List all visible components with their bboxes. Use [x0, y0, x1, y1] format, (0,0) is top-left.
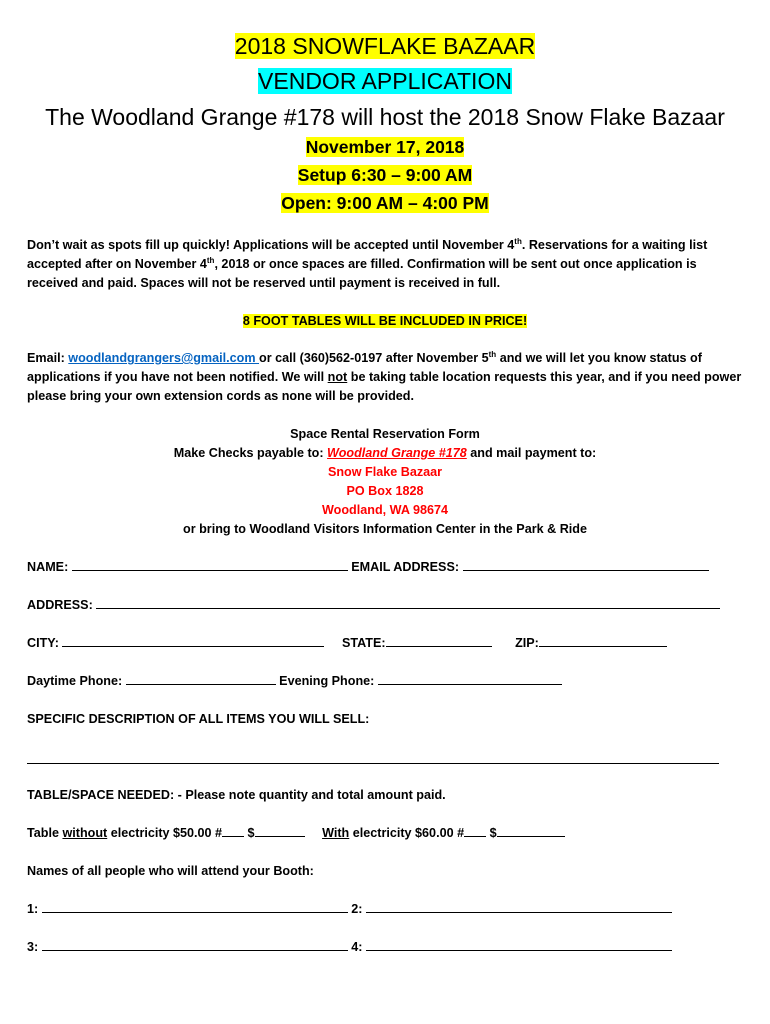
payee-name: Woodland Grange #178: [327, 446, 467, 460]
attendees-row-1: 1: 2:: [27, 900, 672, 918]
attendee-3-field[interactable]: [42, 938, 348, 951]
payable-line: Make Checks payable to: Woodland Grange #178 and mail payment to:: [173, 446, 597, 460]
table-needed-label: TABLE/SPACE NEEDED: - Please note quantity and total amount paid.: [27, 788, 446, 802]
address-field[interactable]: [96, 596, 720, 609]
mail-address-3: Woodland, WA 98674: [322, 503, 448, 517]
subtitle: The Woodland Grange #178 will host the 2018 Snow Flake Bazaar: [45, 104, 725, 130]
alternate-payment: or bring to Woodland Visitors Information Center in the Park & Ride: [183, 522, 587, 536]
without-quantity-field[interactable]: [222, 824, 244, 837]
payment-block: [0, 425, 770, 539]
address-row: ADDRESS:: [27, 596, 720, 614]
email-field[interactable]: [463, 558, 709, 571]
city-field[interactable]: [62, 634, 324, 647]
setup-time: Setup 6:30 – 9:00 AM: [297, 165, 473, 185]
table-options-row: Table without electricity $50.00 # $ With electricity $60.00 # $: [27, 824, 565, 842]
event-date: November 17, 2018: [305, 137, 465, 157]
title-line-1: [0, 30, 770, 62]
open-time-line: [0, 190, 770, 216]
without-amount-field[interactable]: [255, 824, 305, 837]
attendee-1-field[interactable]: [42, 900, 348, 913]
mail-address-1: Snow Flake Bazaar: [327, 465, 443, 479]
event-title: 2018 SNOWFLAKE BAZAAR: [234, 33, 536, 59]
application-title: VENDOR APPLICATION: [258, 68, 512, 94]
phone-row: Daytime Phone: Evening Phone:: [27, 672, 562, 690]
form-title: Space Rental Reservation Form: [290, 427, 480, 441]
evening-phone-field[interactable]: [378, 672, 562, 685]
tables-note: 8 FOOT TABLES WILL BE INCLUDED IN PRICE!: [242, 314, 528, 328]
with-amount-field[interactable]: [497, 824, 565, 837]
daytime-phone-field[interactable]: [126, 672, 276, 685]
attendees-label: Names of all people who will attend your Booth:: [27, 864, 314, 878]
name-email-row: NAME: EMAIL ADDRESS:: [27, 558, 709, 576]
open-time: Open: 9:00 AM – 4:00 PM: [281, 193, 489, 213]
name-field[interactable]: [72, 558, 348, 571]
contact-paragraph: Email: woodlandgrangers@gmail.com or call (360)562-0197 after November 5th and we will let you know status of applications if you have not been notified. We will not be taking table location requests this year, and if you need power please bring your own extension cords as none will be provided.: [27, 349, 742, 403]
email-link[interactable]: woodlandgrangers@gmail.com: [68, 351, 260, 365]
city-state-zip-row: CITY: STATE: ZIP:: [27, 634, 667, 652]
attendee-4-field[interactable]: [366, 938, 672, 951]
zip-field[interactable]: [539, 634, 667, 647]
tables-note-line: [0, 312, 770, 330]
intro-paragraph: Don’t wait as spots fill up quickly! Applications will be accepted until November 4th. Reservations for a waiting list accepted after on November 4th, 2018 or once spaces are filled. Confirmation will be sent out once application is received and paid. Spaces will not be reserved until payment is received in full.: [27, 236, 708, 290]
setup-time-line: [0, 162, 770, 188]
description-field[interactable]: [27, 763, 719, 764]
with-quantity-field[interactable]: [464, 824, 486, 837]
state-field[interactable]: [386, 634, 492, 647]
attendees-row-2: 3: 4:: [27, 938, 672, 956]
description-label: SPECIFIC DESCRIPTION OF ALL ITEMS YOU WILL SELL:: [27, 712, 370, 726]
title-line-2: [0, 65, 770, 97]
mail-address-2: PO Box 1828: [346, 484, 424, 498]
event-date-line: [0, 134, 770, 160]
attendee-2-field[interactable]: [366, 900, 672, 913]
